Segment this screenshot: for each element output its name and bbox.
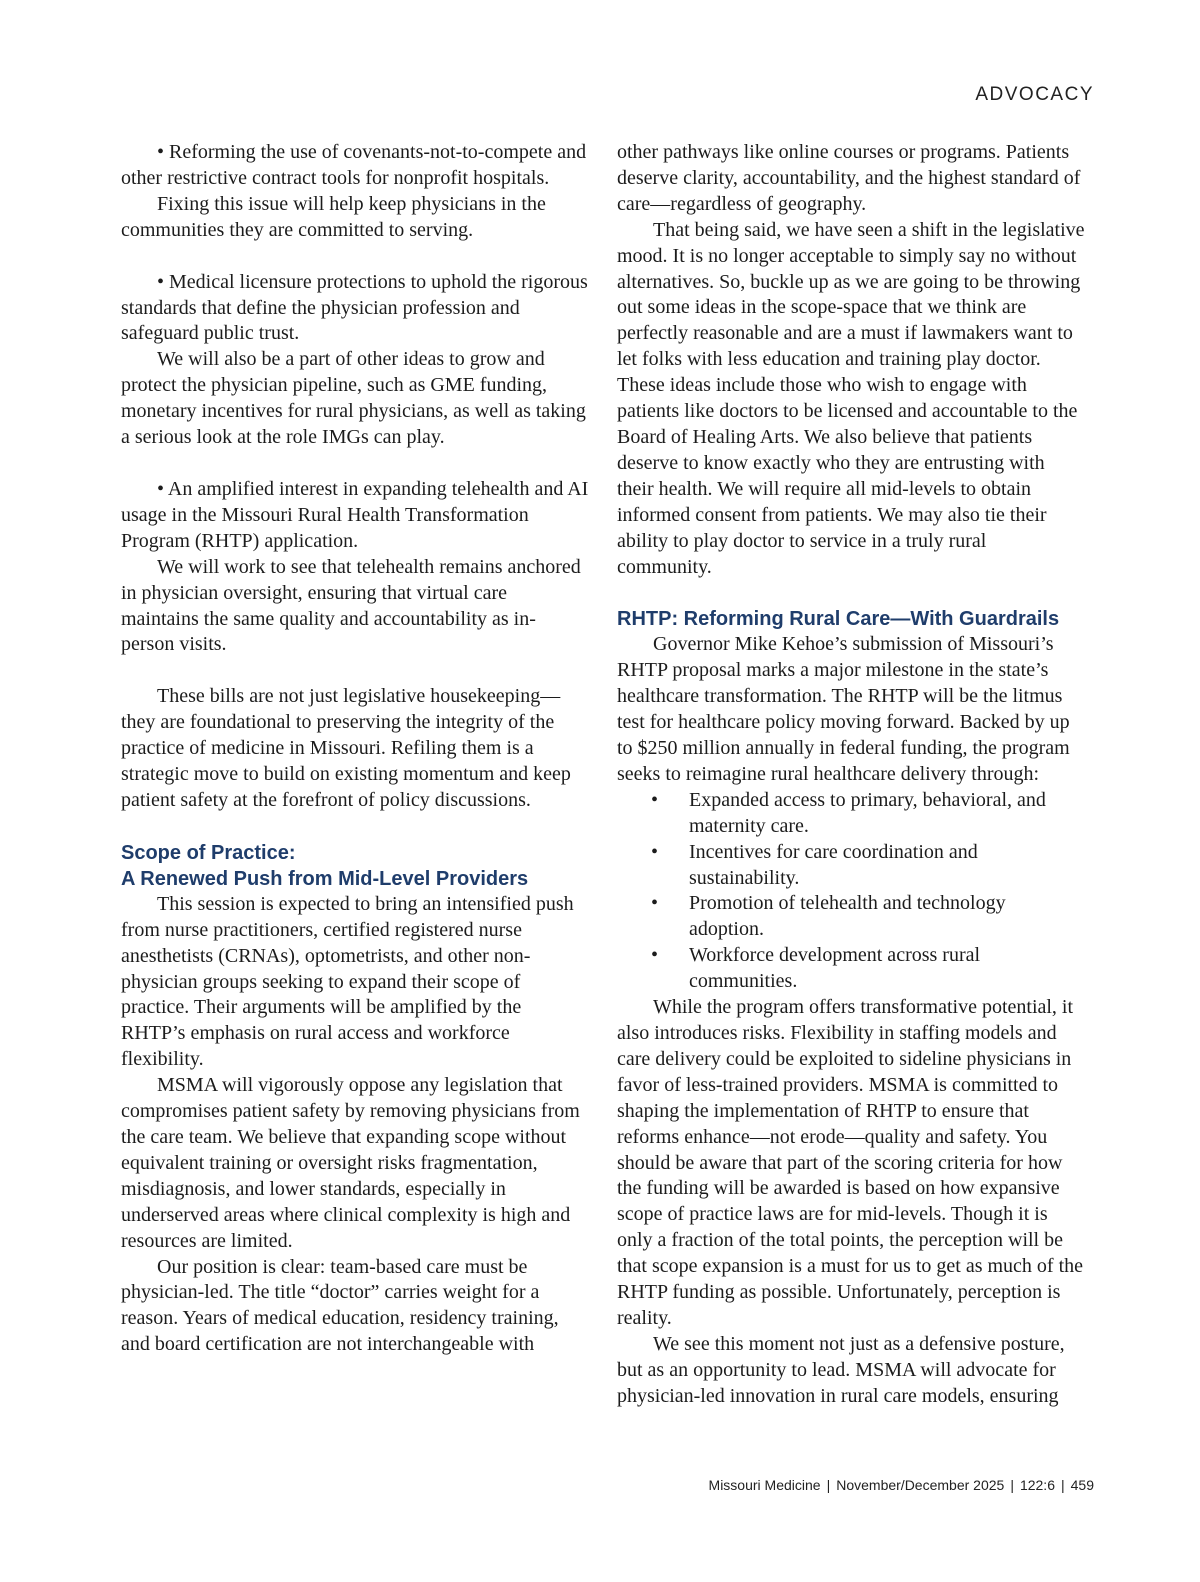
list-item-text: Promotion of telehealth and technology adoption. [689,892,1006,941]
rhtp-list [617,788,1085,995]
bullet-icon: • [651,892,659,915]
footer-volume: 122:6 [1019,1477,1055,1493]
footer-journal: Missouri Medicine [708,1477,821,1493]
bullet-telehealth: • An amplified interest in expanding telehealth and AI usage in the Missouri Rural Health Transformation Program (RHTP) application. [121,477,589,552]
paragraph-rhtp-intro: Governor Mike Kehoe’s submission of Missouri’s RHTP proposal marks a major milestone in the state’s healthcare transformation. The RHTP will be the litmus test for healthcare policy moving forward. Backed by up to $250 million annually in federal funding, the program seeks to reimagine rural healthcare delivery through: [617,633,1070,785]
paragraph-covenants-followup: Fixing this issue will help keep physicians in the communities they are committed to serving. [121,192,546,241]
paragraph-position: Our position is clear: team-based care must be physician-led. The title “doctor” carries weight for a reason. Years of medical education, residency training, and board certification are not interchangeable with [121,1255,559,1356]
paragraph-licensure-followup: We will also be a part of other ideas to grow and protect the physician pipeline, such as GME funding, monetary incentives for rural physicians, as well as taking a serious look at the role IMGs can play. [121,348,586,449]
list-item [617,840,1085,892]
footer-separator: | [826,1477,831,1493]
footer-issue: November/December 2025 [836,1477,1005,1493]
paragraph-continuation: other pathways like online courses or programs. Patients deserve clarity, accountability, and the highest standard of care—regardless of geography. [617,141,1081,215]
left-column [121,140,589,1358]
bullet-licensure: • Medical licensure protections to uphold the rigorous standards that define the physician profession and safeguard public trust. [121,270,588,345]
footer-page-number: 459 [1070,1477,1094,1493]
list-item [617,891,1085,943]
right-column [617,140,1085,1410]
paragraph-legislative-mood: That being said, we have seen a shift in the legislative mood. It is no longer acceptable to simply say no without alternatives. So, buckle up as we are going to be throwing out some ideas in the scope-space that we think are perfectly reasonable and are a must if lawmakers want to let folks with less education and training play doctor. These ideas include those who wish to engage with patients like doctors to be licensed and accountable to the Board of Healing Arts. We also believe that patients deserve to know exactly who they are entrusting with their health. We will require all mid-levels to obtain informed consent from patients. We may also tie their ability to play doctor to service in a truly rural community. [617,218,1085,578]
heading-rhtp: RHTP: Reforming Rural Care—With Guardrails [617,608,1060,631]
heading-scope-of-practice [121,840,589,892]
bullet-covenants: • Reforming the use of covenants-not-to-compete and other restrictive contract tools for nonprofit hospitals. [121,141,587,189]
bullet-icon: • [651,788,659,811]
paragraph-opportunity: We see this moment not just as a defensive posture, but as an opportunity to lead. MSMA will advocate for physician-led innovation in rural care models, ensuring [617,1332,1065,1407]
paragraph-scope-intro: This session is expected to bring an intensified push from nurse practitioners, certified registered nurse anesthetists (CRNAs), optometrists, and other non-physician groups seeking to expand their scope of practice. Their arguments will be amplified by the RHTP’s emphasis on rural access and workforce flexibility. [121,892,574,1071]
list-item-text: Workforce development across rural communities. [689,944,981,993]
list-item-text: Expanded access to primary, behavioral, and maternity care. [689,788,1046,837]
bullet-icon: • [651,944,659,967]
footer-separator: | [1061,1477,1065,1493]
heading-scope-line1: Scope of Practice: [121,841,296,864]
list-item [617,943,1085,995]
list-item [617,788,1085,840]
footer-separator: | [1010,1477,1014,1493]
paragraph-telehealth-followup: We will work to see that telehealth remains anchored in physician oversight, ensuring that virtual care maintains the same quality and accountability as in-person visits. [121,555,581,656]
paragraph-risks: While the program offers transformative potential, it also introduces risks. Flexibility in staffing models and care delivery could be exploited to sideline physicians in favor of less-trained providers. MSMA is committed to shaping the implementation of RHTP to ensure that reforms enhance—not erode—quality and safety. You should be aware that part of the scoring criteria for how the funding will be awarded is based on how expansive scope of practice laws are for mid-levels. Though it is only a fraction of the total points, the perception will be that scope expansion is a must for us to get as much of the RHTP funding as possible. Unfortunately, perception is reality. [617,996,1084,1329]
page-footer [709,1477,1094,1493]
paragraph-msma-oppose: MSMA will vigorously oppose any legislation that compromises patient safety by removing physicians from the care team. We believe that expanding scope without equivalent training or oversight risks fragmentation, misdiagnosis, and lower standards, especially in underserved areas where clinical complexity is high and resources are limited. [121,1074,580,1252]
heading-scope-line2: A Renewed Push from Mid-Level Providers [121,867,529,890]
paragraph-bills: These bills are not just legislative housekeeping—they are foundational to preserving the integrity of the practice of medicine in Missouri. Refiling them is a strategic move to build on existing momentum and keep patient safety at the forefront of policy discussions. [121,685,571,811]
bullet-icon: • [651,840,659,863]
section-label: ADVOCACY [975,84,1094,105]
list-item-text: Incentives for care coordination and sustainability. [689,840,978,889]
